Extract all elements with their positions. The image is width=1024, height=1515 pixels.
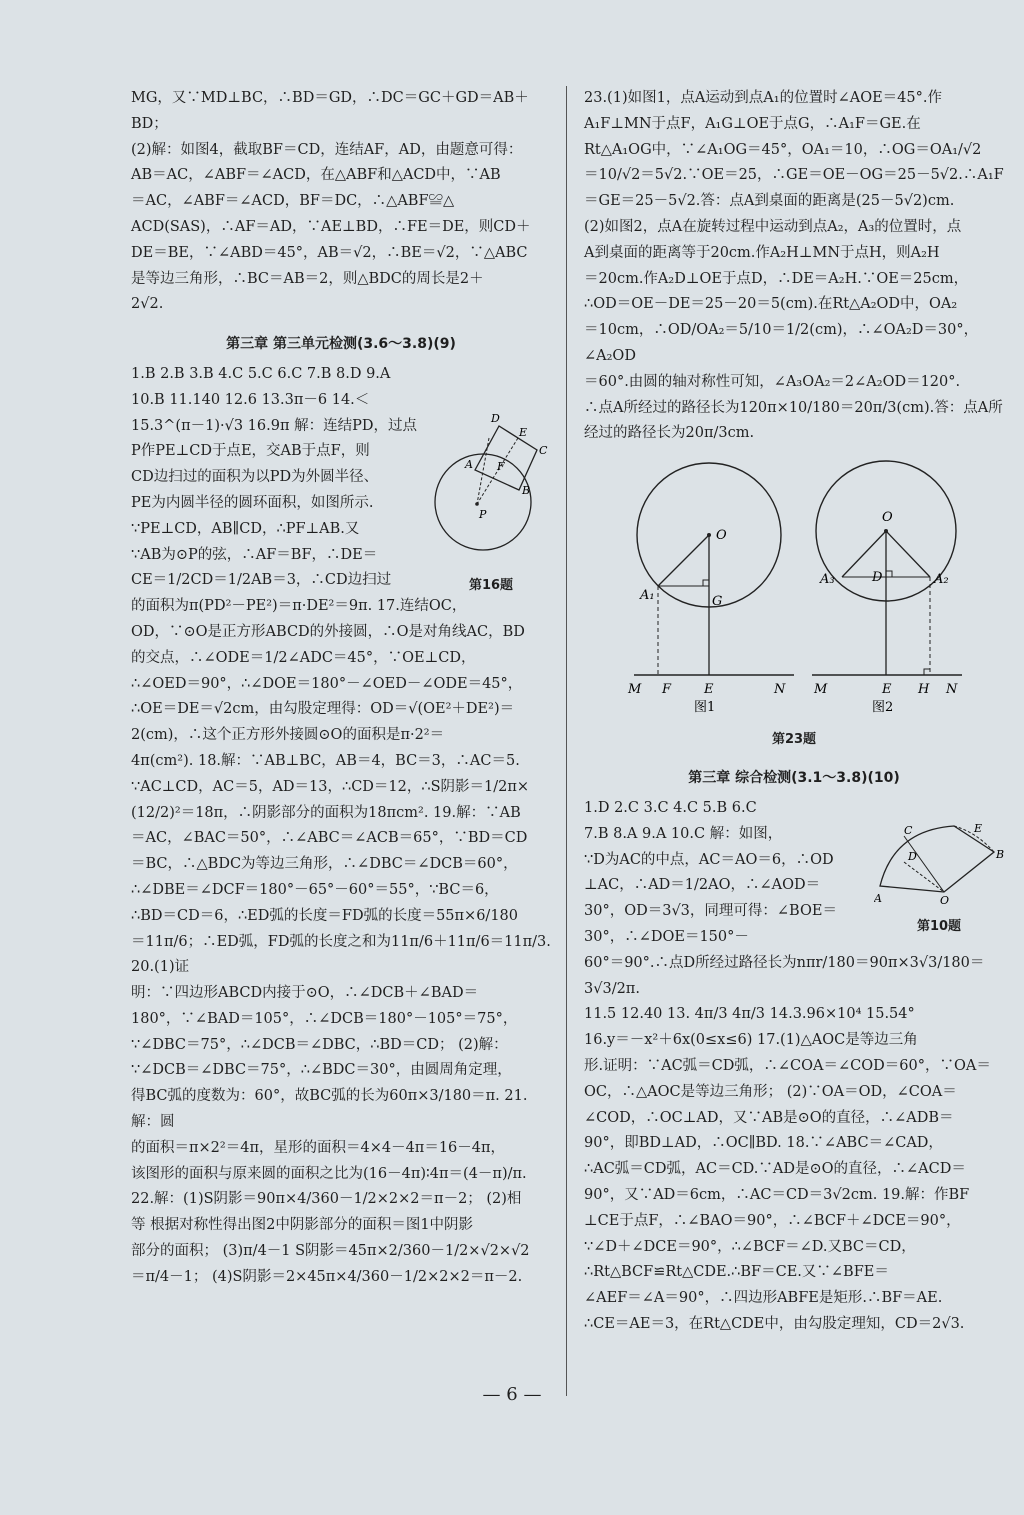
label-p: P — [479, 507, 487, 521]
fig2-label-m: M — [814, 682, 828, 698]
fig1-point-o — [707, 533, 711, 537]
label-d: D — [491, 413, 500, 425]
text-line: DE＝BE，∵∠ABD＝45°，AB＝√2，∴BE＝√2，∵△ABC — [131, 244, 528, 261]
fig1-label-e: E — [704, 682, 714, 698]
text-line: ∴Rt△BCF≌Rt△CDE.∴BF＝CE.又∵∠BFE＝ — [584, 1264, 889, 1281]
fig1-label: 图1 — [694, 700, 716, 716]
text-line: 2√2. — [131, 296, 164, 313]
text-line: ＝11π/6；∴ED弧，FD弧的长度之和为11π/6＋11π/6＝11π/3. 20.(1)证 — [131, 933, 551, 976]
text-line: ＝10cm，∴OD/OA₂＝5/10＝1/2(cm)，∴∠OA₂D＝30°，∠A₂OD — [584, 322, 979, 364]
page-number-value: 6 — [506, 1384, 518, 1405]
text-line: ∵∠DBC＝75°，∴∠DCB＝∠DBC，∴BD＝CD； (2)解： — [131, 1036, 508, 1053]
fig2-label-o: O — [882, 510, 893, 526]
fig1-right-angle-g — [703, 580, 709, 586]
section-title-comprehensive-test: 第三章 综合检测(3.1～3.8)(10) — [688, 770, 900, 787]
text-line: ⊥CE于点F，∴∠BAO＝90°，∴∠BCF＋∠DCE＝90°， — [584, 1212, 961, 1229]
label-f: F — [497, 459, 505, 473]
text-line: 是等边三角形，∴BC＝AB＝2，则△BDC的周长是2＋ — [131, 270, 484, 287]
fig1-label-n: N — [774, 682, 786, 698]
figure-q23-caption: 第23题 — [771, 732, 817, 748]
text-line: 的面积为π(PD²－PE²)＝π·DE²＝9π. 17.连结OC， — [131, 598, 467, 615]
right-column — [584, 86, 1004, 1338]
fig2-right-angle-h — [924, 669, 930, 675]
text-line: 15.3^(π－1)·√3 16.9π 解：连结PD，过点 — [131, 417, 417, 434]
fig2-point-o — [884, 529, 888, 533]
text-line: ＝π/4－1； (4)S阴影＝2×45π×4/360－1/2×2×2＝π－2. — [131, 1268, 523, 1285]
text-line: 该图形的面积与原来圆的面积之比为(16－4π)∶4π＝(4－π)/π. — [131, 1165, 527, 1182]
text-line: ＝AC，∠ABF＝∠ACD，BF＝DC，∴△ABF≌△ — [131, 193, 455, 210]
text-line: ＝10/√2＝5√2.∵OE＝25，∴GE＝OE－OG＝25－5√2.∴A₁F — [584, 167, 1004, 184]
segment-od — [904, 862, 944, 892]
text-line: ＝AC，∠BAC＝50°，∴∠ABC＝∠ACB＝65°，∵BD＝CD — [131, 830, 528, 847]
fig2-label-a3: A₃ — [820, 572, 835, 588]
text-line: ∴点A所经过的路径长为120π×10/180＝20π/3(cm).答：点A所 — [584, 399, 1003, 416]
label-c: C — [904, 823, 913, 837]
text-line: 经过的路径长为20π/3cm. — [584, 425, 755, 442]
fig1-label-f: F — [662, 682, 672, 698]
label-a: A — [465, 457, 473, 471]
text-line: A₁F⊥MN于点F，A₁G⊥OE于点G，∴A₁F＝GE.在 — [584, 115, 921, 132]
text-line: ＝20cm.作A₂D⊥OE于点D，∴DE＝A₂H.∵OE＝25cm， — [584, 270, 969, 287]
text-line: 90°，又∵AD＝6cm，∴AC＝CD＝3√2cm. 19.解：作BF — [584, 1186, 970, 1203]
label-e: E — [974, 821, 983, 835]
left-rest-paragraphs — [131, 594, 551, 1291]
fig2-label-n: N — [946, 682, 958, 698]
text-line: ⊥AC，∴AD＝1/2AO，∴∠AOD＝ — [584, 877, 821, 894]
text-line: 得BC弧的度数为：60°，故BC弧的长为60π×3/180＝π. 21.解：圆 — [131, 1088, 528, 1131]
text-line: 4π(cm²). 18.解：∵AB⊥BC，AB＝4，BC＝3，∴AC＝5. — [131, 752, 520, 769]
text-line: MG，又∵MD⊥BC，∴BD＝GD，∴DC＝GC＋GD＝AB＋BD； — [131, 90, 529, 132]
text-line: 2(cm)，∴这个正方形外接圆⊙O的面积是π·2²＝ — [131, 727, 445, 744]
text-line: 形.证明：∵AC弧＝CD弧，∴∠COA＝∠COD＝60°，∵OA＝ — [584, 1057, 991, 1074]
page-number: — 6 — — [482, 1384, 542, 1405]
left-top-paragraphs — [131, 86, 551, 318]
fig1-label-a1: A₁ — [640, 588, 655, 604]
label-b: B — [996, 847, 1004, 861]
text-line: 60°＝90°.∴点D所经过路径长为nπr/180＝90π×3√3/180＝3√3/2π. — [584, 954, 985, 997]
text-line: 30°，OD＝3√3，同理可得：∠BOE＝30°，∴∠DOE＝150°－ — [584, 903, 837, 945]
text-line: ∵AB为⊙P的弦，∴AF＝BF，∴DE＝ — [131, 546, 378, 563]
text-line: ∵∠DCB＝∠DBC＝75°，∴∠BDC＝30°，由圆周角定理， — [131, 1062, 512, 1079]
text-line: ∵D为AC的中点，AC＝AO＝6，∴OD — [584, 851, 834, 868]
label-e: E — [519, 425, 528, 439]
text-line: 7.B 8.A 9.A 10.C 解：如图， — [584, 825, 783, 842]
text-line: 22.解：(1)S阴影＝90π×4/360－1/2×2×2＝π－2； (2)相 — [131, 1191, 522, 1208]
right-rest-paragraphs — [584, 899, 1004, 1338]
column-divider — [566, 86, 567, 1396]
text-line: PE为内圆半径的圆环面积，如图所示. — [131, 494, 374, 511]
text-line: OC，∴△AOC是等边三角形； (2)∵OA＝OD，∠COA＝ — [584, 1083, 957, 1100]
text-line: ＝GE＝25－5√2.答：点A到桌面的距离是(25－5√2)cm. — [584, 193, 955, 210]
text-line: P作PE⊥CD于点E，交AB于点F，则 — [131, 443, 370, 460]
text-line: 11.5 12.40 13. 4π/3 4π/3 14.3.96×10⁴ 15.54° — [584, 1006, 915, 1023]
segment-ao — [904, 836, 944, 892]
text-line: (2)解：如图4，截取BF＝CD，连结AF，AD，由题意可得： — [131, 141, 523, 158]
fig1-label-m: M — [628, 682, 642, 698]
text-line: ∴AC弧＝CD弧，AC＝CD.∵AD是⊙O的直径，∴∠ACD＝ — [584, 1161, 966, 1178]
fig1-oa1 — [658, 535, 709, 586]
figure-q10-caption: 第10题 — [916, 918, 962, 934]
text-line: CD边扫过的面积为以PD为外圆半径、 — [131, 469, 379, 486]
text-line: 16.y＝－x²＋6x(0≤x≤6) 17.(1)△AOC是等边三角 — [584, 1032, 918, 1049]
text-line: ∴OD＝OE－DE＝25－20＝5(cm).在Rt△A₂OD中，OA₂ — [584, 296, 958, 313]
section-title-unit-test: 第三章 第三单元检测(3.6～3.8)(9) — [226, 336, 456, 353]
text-line: ∵∠D＋∠DCE＝90°，∴∠BCF＝∠D.又BC＝CD， — [584, 1238, 916, 1255]
fig2-label-d: D — [872, 570, 883, 586]
answers-row-1: 1.B 2.B 3.B 4.C 5.C 6.C 7.B 8.D 9.A — [131, 365, 391, 382]
label-o: O — [940, 893, 950, 904]
fig2-oa2 — [886, 531, 930, 577]
left-column — [131, 86, 551, 1291]
figure-q23 — [584, 447, 1004, 752]
text-line: ∠AEF＝∠A＝90°，∴四边形ABFE是矩形.∴BF＝AE. — [584, 1290, 943, 1307]
label-a: A — [874, 891, 882, 904]
text-line: ∵PE⊥CD，AB∥CD，∴PF⊥AB.又 — [131, 520, 360, 537]
fig2-label: 图2 — [872, 700, 894, 716]
text-line: 23.(1)如图1，点A运动到点A₁的位置时∠AOE＝45°.作 — [584, 90, 942, 106]
rectangle-abcd — [475, 426, 537, 490]
fig2-label-a2: A₂ — [934, 572, 949, 588]
text-line: ∠COD，∴OC⊥AD，又∵AB是⊙O的直径，∴∠ADB＝ — [584, 1109, 954, 1126]
figure-q10 — [874, 821, 1004, 934]
text-line: 90°，即BD⊥AD，∴OC∥BD. 18.∵∠ABC＝∠CAD， — [584, 1135, 943, 1152]
text-line: 的面积＝π×2²＝4π，星形的面积＝4×4－4π＝16－4π， — [131, 1139, 506, 1156]
text-line: ∴∠DBE＝∠DCF＝180°－65°－60°＝55°，∵BC＝6， — [131, 881, 499, 898]
text-line: 部分的面积； (3)π/4－1 S阴影＝45π×2/360－1/2×√2×√2 — [131, 1243, 530, 1260]
text-line: A到桌面的距离等于20cm.作A₂H⊥MN于点H，则A₂H — [584, 244, 940, 261]
text-line: ＝BC，∴△BDC为等边三角形，∴∠DBC＝∠DCB＝60°， — [131, 856, 518, 873]
text-line: 的交点，∴∠ODE＝1/2∠ADC＝45°，∵OE⊥CD， — [131, 649, 476, 666]
fig2-label-h: H — [918, 682, 930, 698]
label-b: B — [522, 483, 531, 497]
figure-q23-drawing — [624, 455, 1004, 715]
label-d: D — [908, 849, 917, 863]
text-line: ∴CE＝AE＝3，在Rt△CDE中，由勾股定理知，CD＝2√3. — [584, 1315, 965, 1332]
text-line: CE＝1/2CD＝1/2AB＝3，∴CD边扫过 — [131, 572, 392, 589]
figure-q16-drawing — [431, 414, 551, 564]
text-line: (2)如图2，点A在旋转过程中运动到点A₂，A₃的位置时，点 — [584, 218, 962, 235]
text-line: OD，∵⊙O是正方形ABCD的外接圆，∴O是对角线AC，BD — [131, 623, 525, 640]
text-line: (12/2)²＝18π，∴阴影部分的面积为18πcm². 19.解：∵AB — [131, 804, 521, 821]
answers-row-1-comprehensive: 1.D 2.C 3.C 4.C 5.B 6.C — [584, 799, 757, 816]
text-line: ∴OE＝DE＝√2cm，由勾股定理得：OD＝√(OE²＋DE²)＝ — [131, 701, 515, 718]
text-line: 明：∵四边形ABCD内接于⊙O，∴∠DCB＋∠BAD＝ — [131, 985, 479, 1002]
fig2-right-angle-d — [886, 571, 892, 577]
fig2-label-e: E — [882, 682, 892, 698]
figure-q16 — [431, 413, 551, 594]
answers-row-2: 10.B 11.140 12.6 13.3π－6 14.＜ — [131, 391, 370, 408]
text-line: ＝60°.由圆的轴对称性可知，∠A₃OA₂＝2∠A₂OD＝120°. — [584, 373, 961, 390]
figure-q16-caption: 第16题 — [468, 578, 514, 594]
text-line: AB＝AC，∠ABF＝∠ACD，在△ABF和△ACD中，∵AB — [131, 167, 501, 184]
text-line: 180°，∵∠BAD＝105°，∴∠DCB＝180°－105°＝75°， — [131, 1010, 518, 1027]
text-line: ∵AC⊥CD，AC＝5，AD＝13，∴CD＝12，∴S阴影＝1/2π× — [131, 778, 530, 795]
text-line: Rt△A₁OG中，∵∠A₁OG＝45°，OA₁＝10，∴OG＝OA₁/√2 — [584, 141, 982, 158]
text-line: 等 根据对称性得出图2中阴影部分的面积＝图1中阴影 — [131, 1217, 474, 1234]
fig1-label-o: O — [716, 528, 727, 544]
text-line: ∴∠OED＝90°，∴∠DOE＝180°－∠OED－∠ODE＝45°， — [131, 675, 523, 692]
label-c: C — [539, 443, 548, 457]
right-top-paragraphs — [584, 86, 1004, 447]
text-line: ACD(SAS)，∴AF＝AD，∵AE⊥BD，∴FE＝DE，则CD＋ — [131, 218, 531, 235]
fig1-label-g: G — [712, 594, 723, 610]
point-p — [475, 502, 479, 506]
text-line: ∴BD＝CD＝6，∴ED弧的长度＝FD弧的长度＝55π×6/180 — [131, 907, 518, 924]
figure-q10-drawing — [874, 822, 1004, 904]
